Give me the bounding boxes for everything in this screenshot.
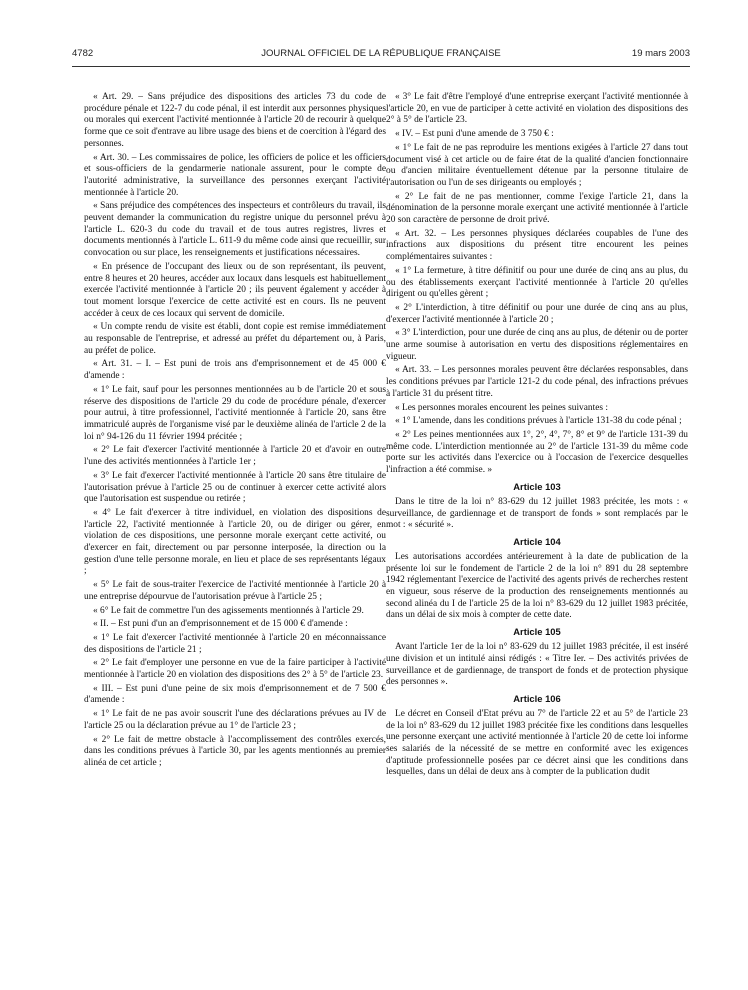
article-heading: Article 104 <box>513 535 561 547</box>
paragraph: « 1° La fermeture, à titre définitif ou pour une durée de cinq ans au plus, du ou des établissements exerçant l'activité mentionnée à l'article 20 qu'elles dirigent ou qu'elles gèrent ; <box>386 265 688 300</box>
paragraph: « 3° Le fait d'être l'employé d'une entreprise exerçant l'activité mentionnée à l'article 20, en vue de participer à cette activité en violation des dispositions des 2° à 5° de l'article 23. <box>386 92 688 126</box>
article-heading: Article 105 <box>513 626 561 638</box>
paragraph: « 1° Le fait de ne pas avoir souscrit l'une des déclarations prévues au IV de l'article 25 ou la déclaration prévue au 1° de l'article 23 ; <box>84 709 386 731</box>
paragraph: « 6° Le fait de commettre l'un des agissements mentionnés à l'article 29. <box>93 605 364 616</box>
paragraph: « Art. 31. – I. – Est puni de trois ans d'emprisonnement et de 45 000 € d'amende : <box>84 359 386 382</box>
paragraph: « Sans préjudice des compétences des inspecteurs et contrôleurs du travail, ils peuvent demander la communication du registre unique du personnel prévu à l'article L. 620-3 du code du travail et de tous autres registres, livres et documents mentionnés à l'article L. 611-9 du même code ainsi que recueillir, sur convocation ou sur place, les renseignements et justifications nécessaires. <box>84 201 386 259</box>
paragraph: « 1° L'amende, dans les conditions prévues à l'article 131-38 du code pénal ; <box>395 416 682 427</box>
paragraph: « 4° Le fait d'exercer à titre individuel, en violation des dispositions de l'article 22, l'activité mentionnée à l'article 20, ou de diriger ou gérer, en violation de ces dispositions, une personne morale exerçant cette activité, ou d'exercer en fait, directement ou par personne interposée, la direction ou la gestion d'une telle personne morale, en lieu et place de ses représentants légaux ; <box>84 507 386 577</box>
paragraph: « Art. 32. – Les personnes physiques déclarées coupables de l'une des infractions aux dispositions du présent titre encourent les peines complémentaires suivantes : <box>386 228 688 263</box>
journal-title: JOURNAL OFFICIEL DE LA RÉPUBLIQUE FRANÇAISE <box>261 48 501 59</box>
paragraph: « 2° Les peines mentionnées aux 1°, 2°, 4°, 7°, 8° et 9° de l'article 131-39 du même code. L'interdiction mentionnée au 2° de l'article 131-39 du même code porte sur les activités dans l'exercice ou à l'occasion de l'exercice desquelles l'infraction a été commise. » <box>386 429 688 476</box>
paragraph: « 2° Le fait d'employer une personne en vue de la faire participer à l'activité mentionnée à l'article 20 en violation des dispositions des 2° à 5° de l'article 23. <box>84 658 386 681</box>
paragraph: « Art. 29. – Sans préjudice des dispositions des articles 73 du code de procédure pénale et 122-7 du code pénal, il est interdit aux personnes physiques ou morales qui exercent l'activité mentionnée à l'article 20 de recourir à quelque forme que ce soit d'entrave au libre usage des biens et de coercition à l'égard des personnes. <box>84 92 386 149</box>
paragraph: Les autorisations accordées antérieurement à la date de publication de la présente loi sur le fondement de l'article 2 de la loi n° 891 du 28 septembre 1942 réglementant l'exercice de l'activité des agents privés de recherches restent en vigueur, sous réserve de la production des renseignements mentionnés au second alinéa du I de l'article 25 de la loi n° 83-629 du 12 juillet 1983 précitée, dans un délai de six mois à compter de cette date. <box>386 551 688 621</box>
header-rule <box>72 66 690 67</box>
paragraph: « En présence de l'occupant des lieux ou de son représentant, ils peuvent, entre 8 heures et 20 heures, accéder aux locaux dans lesquels est habituellement exercée l'activité mentionnée à l'article 20 ; ils peuvent également y accéder à tout moment lorsque l'exercice de cette activité est en cours. Ils ne peuvent accéder à ceux de ces locaux qui servent de domicile. <box>84 261 386 319</box>
paragraph: « 2° Le fait de ne pas mentionner, comme l'exige l'article 21, dans la dénomination de la personne morale exerçant une activité mentionnée à l'article 20 son caractère de personne de droit privé. <box>386 191 688 226</box>
paragraph: « 2° Le fait de mettre obstacle à l'accomplissement des contrôles exercés, dans les conditions prévues à l'article 30, par les agents mentionnés au premier alinéa de cet article ; <box>84 734 386 768</box>
publication-date: 19 mars 2003 <box>631 48 690 59</box>
paragraph: « 1° Le fait de ne pas reproduire les mentions exigées à l'article 27 dans tout document visé à cet article ou de faire état de la qualité d'ancien fonctionnaire ou d'ancien militaire éventuellement détenue par la personne titulaire de l'autorisation ou l'un de ses dirigeants ou employés ; <box>386 142 688 188</box>
article-heading: Article 106 <box>513 692 561 704</box>
paragraph: « III. – Est puni d'une peine de six mois d'emprisonnement et de 7 500 € d'amende : <box>84 683 386 706</box>
paragraph: « II. – Est puni d'un an d'emprisonnement et de 15 000 € d'amende : <box>93 619 348 630</box>
paragraph: « Les personnes morales encourent les peines suivantes : <box>395 402 608 413</box>
paragraph: Dans le titre de la loi n° 83-629 du 12 juillet 1983 précitée, les mots : « surveillance, de gardiennage et de transport de fonds » sont remplacés par le mot : « sécurité ». <box>386 496 688 531</box>
paragraph: « 2° Le fait d'exercer l'activité mentionnée à l'article 20 et d'avoir en outre l'une des activités mentionnées à l'article 1er ; <box>84 445 386 468</box>
paragraph: « Un compte rendu de visite est établi, dont copie est remise immédiatement au responsable de l'entreprise, et adressé au préfet du département ou, à Paris, au préfet de police. <box>84 322 386 356</box>
page-header <box>72 48 690 62</box>
paragraph: « 2° L'interdiction, à titre définitif ou pour une durée de cinq ans au plus, d'exercer l'activité mentionnée à l'article 20 ; <box>386 302 688 325</box>
paragraph: « 3° L'interdiction, pour une durée de cinq ans au plus, de détenir ou de porter une arme soumise à autorisation en vertu des dispositions réglementaires en vigueur. <box>386 328 688 362</box>
paragraph: « 3° Le fait d'exercer l'activité mentionnée à l'article 20 sans être titulaire de l'autorisation prévue à l'article 25 ou de continuer à exercer cette activité alors que l'autorisation est suspendue ou retirée ; <box>84 470 386 505</box>
paragraph: Avant l'article 1er de la loi n° 83-629 du 12 juillet 1983 précitée, il est inséré une division et un intitulé ainsi rédigés : « Titre Ier. – Des activités privées de surveillance et de gardiennage, de transport de fonds et de protection physique des personnes ». <box>386 642 688 688</box>
paragraph: « IV. – Est puni d'une amende de 3 750 € : <box>395 129 554 140</box>
paragraph: Le décret en Conseil d'Etat prévu au 7° de l'article 22 et au 5° de l'article 23 de la loi n° 83-629 du 12 juillet 1983 précitée fixe les conditions dans lesquelles une personne exerçant une activité mentionnée à l'article 20 de cette loi informe ses salariés de la nécessité de se mettre en conformité avec les exigences d'aptitude professionnelle posées par ce décret ainsi que les conditions dans lesquelles, dans un délai de deux ans à compter de la publication dudit <box>386 708 688 778</box>
page-number: 4782 <box>72 48 94 59</box>
left-column <box>84 92 386 984</box>
paragraph: « Art. 30. – Les commissaires de police, les officiers de police et les officiers et sous-officiers de la gendarmerie nationale assurent, pour le compte de l'autorité administrative, la surveillance des personnes exerçant l'activité mentionnée à l'article 20. <box>84 152 386 198</box>
article-heading: Article 103 <box>513 480 561 492</box>
paragraph: « 1° Le fait d'exercer l'activité mentionnée à l'article 20 en méconnaissance des dispositions de l'article 21 ; <box>84 632 386 655</box>
paragraph: « 5° Le fait de sous-traiter l'exercice de l'activité mentionnée à l'article 20 à une entreprise dépourvue de l'autorisation prévue à l'article 25 ; <box>84 580 386 602</box>
paragraph: « 1° Le fait, sauf pour les personnes mentionnées au b de l'article 20 et sous réserve des dispositions de l'article 29 du code de procédure pénale, d'exercer pour autrui, à titre professionnel, l'activité mentionnée à l'article 20, sans être immatriculé auprès de l'organisme visé par le deuxième alinéa de l'article 2 de la loi n° 94-126 du 11 février 1994 précitée ; <box>84 384 386 442</box>
paragraph: « Art. 33. – Les personnes morales peuvent être déclarées responsables, dans les conditions prévues par l'article 121-2 du code pénal, des infractions prévues à l'article 31 du présent titre. <box>386 365 688 399</box>
right-column <box>386 92 688 984</box>
